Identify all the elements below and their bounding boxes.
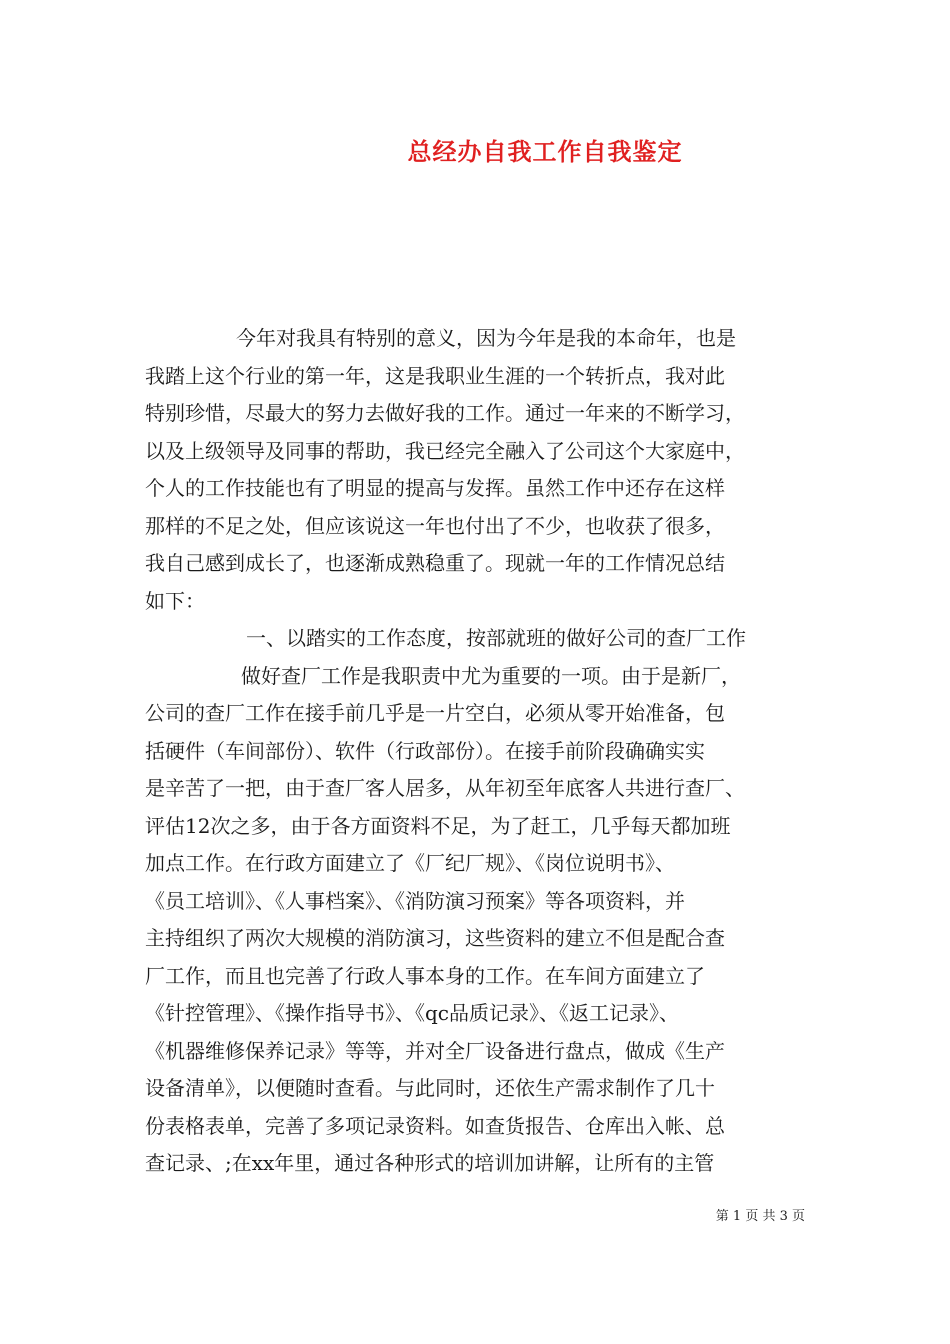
document-body: [145, 320, 815, 1183]
paragraph-line: 设备清单》，以便随时查看。与此同时，还依生产需求制作了几十: [145, 1076, 715, 1100]
paragraph-line: 特别珍惜，尽最大的努力去做好我的工作。通过一年来的不断学习，: [145, 401, 745, 425]
paragraph-line: 今年对我具有特别的意义，因为今年是我的本命年，也是: [236, 326, 736, 350]
paragraph-line: 那样的不足之处，但应该说这一年也付出了不少，也收获了很多，: [145, 513, 725, 538]
paragraph-line: 加点工作。在行政方面建立了《厂纪厂规》、《岗位说明书》、: [145, 851, 675, 875]
paragraph-line: 《机器维修保养记录》等等，并对全厂设备进行盘点，做成《生产: [145, 1038, 725, 1063]
paragraph-line: 括硬件（车间部份）、软件（行政部份）。在接手前阶段确确实实: [145, 738, 705, 763]
paragraph-line: 厂工作，而且也完善了行政人事本身的工作。在车间方面建立了: [145, 963, 705, 988]
paragraph-line: 以及上级领导及同事的帮助，我已经完全融入了公司这个大家庭中，: [145, 438, 745, 463]
paragraph-line: 是辛苦了一把，由于查厂客人居多，从年初至年底客人共进行查厂、: [145, 776, 745, 800]
paragraph-line: 如下：: [145, 588, 205, 613]
paragraph-line: 公司的查厂工作在接手前几乎是一片空白，必须从零开始准备，包: [145, 701, 725, 725]
section-heading: 一、以踏实的工作态度，按部就班的做好公司的查厂工作: [246, 626, 746, 650]
paragraph-line: 查记录、;在xx年里，通过各种形式的培训加讲解，让所有的主管: [145, 1151, 715, 1175]
paragraph-line: 我踏上这个行业的第一年，这是我职业生涯的一个转折点，我对此: [145, 363, 725, 388]
document-title: 总经办自我工作自我鉴定: [407, 137, 683, 166]
paragraph-line: 我自己感到成长了，也逐渐成熟稳重了。现就一年的工作情况总结: [145, 551, 725, 575]
paragraph-line: 主持组织了两次大规模的消防演习，这些资料的建立不但是配合查: [145, 926, 725, 950]
paragraph-line: 个人的工作技能也有了明显的提高与发挥。虽然工作中还存在这样: [145, 476, 725, 500]
paragraph-line: 《针控管理》、《操作指导书》、《qc品质记录》、《返工记录》、: [145, 1001, 680, 1025]
page-number: 第 1 页 共 3 页: [715, 1209, 805, 1224]
paragraph-line: 份表格表单，完善了多项记录资料。如查货报告、仓库出入帐、总: [145, 1113, 725, 1138]
paragraph-line: 《员工培训》、《人事档案》、《消防演习预案》等各项资料，并: [145, 888, 685, 913]
paragraph-line: 评估12次之多，由于各方面资料不足，为了赶工，几乎每天都加班: [145, 813, 731, 838]
paragraph-line: 做好查厂工作是我职责中尤为重要的一项。由于是新厂，: [241, 663, 741, 688]
